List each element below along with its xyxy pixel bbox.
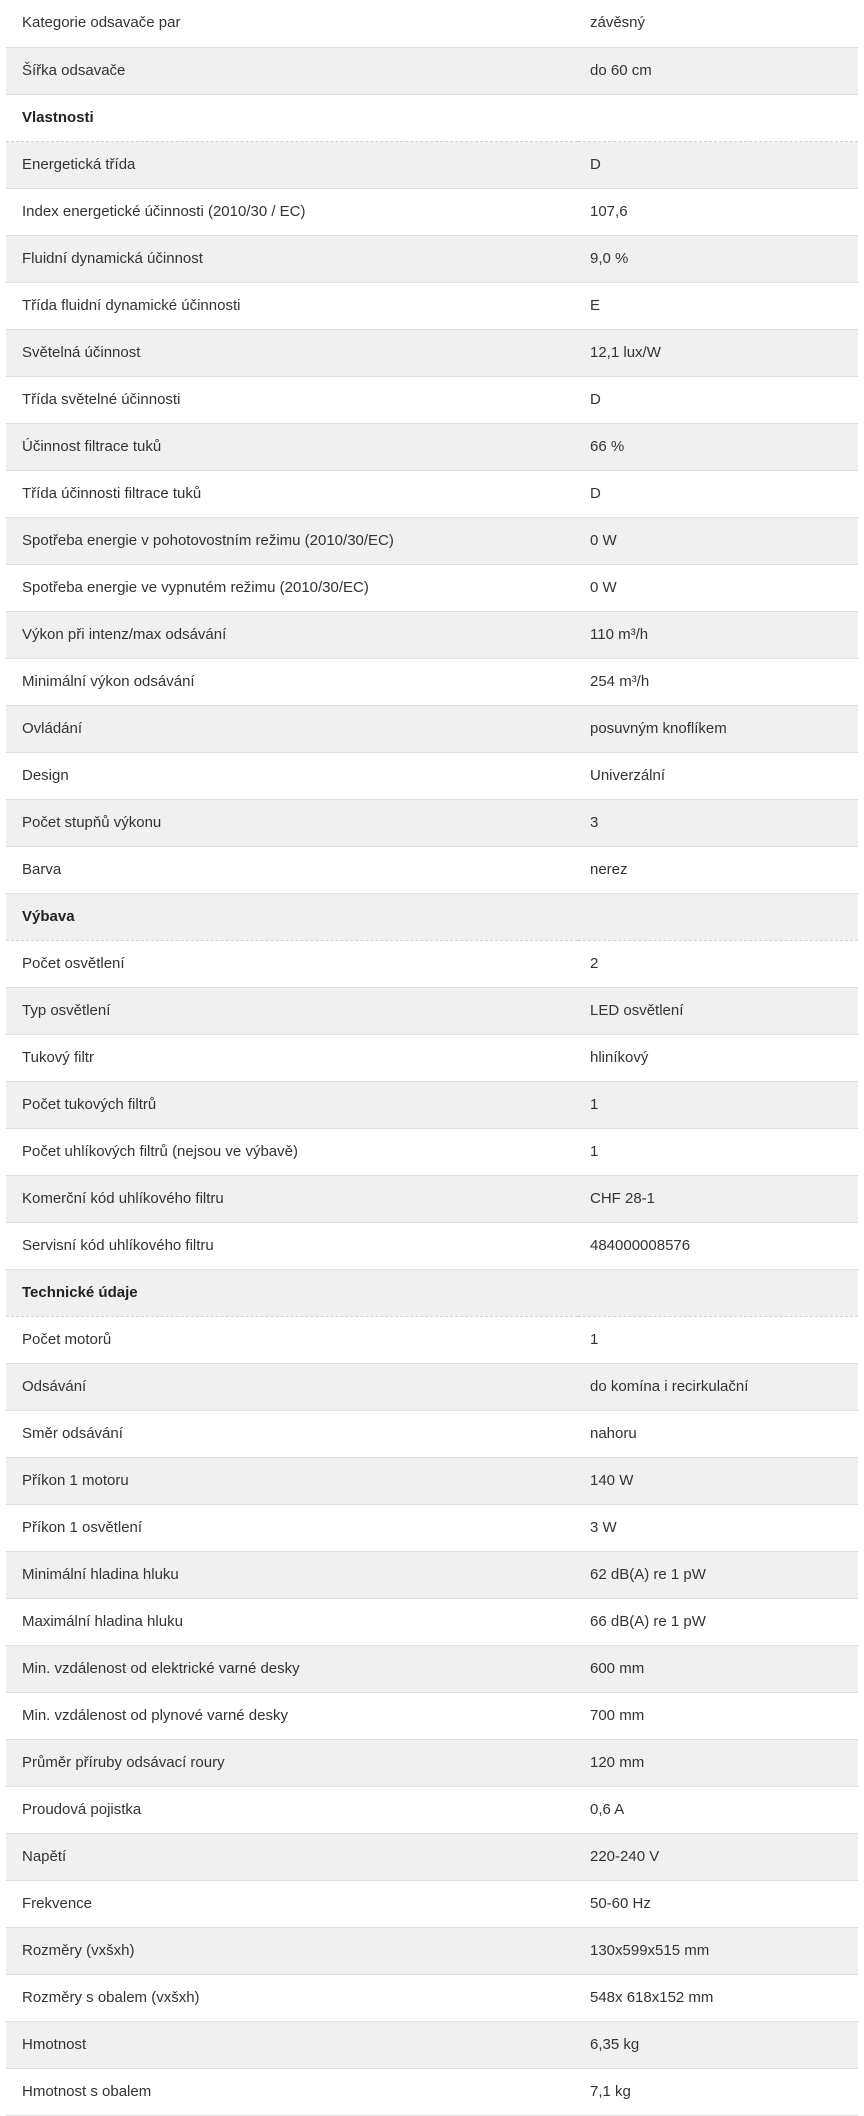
spec-label: Hmotnost s obalem <box>6 2068 578 2115</box>
spec-value: 130x599x515 mm <box>578 1927 858 1974</box>
spec-value: 1 <box>578 1128 858 1175</box>
spec-value: 254 m³/h <box>578 658 858 705</box>
spec-value: LED osvětlení <box>578 987 858 1034</box>
spec-value: E <box>578 282 858 329</box>
spec-row <box>6 47 858 94</box>
spec-label: Počet stupňů výkonu <box>6 799 578 846</box>
spec-label: Počet uhlíkových filtrů (nejsou ve výbavě) <box>6 1128 578 1175</box>
spec-row <box>6 376 858 423</box>
spec-row <box>6 1880 858 1927</box>
spec-label: Třída účinnosti filtrace tuků <box>6 470 578 517</box>
spec-value: hliníkový <box>578 1034 858 1081</box>
spec-row <box>6 235 858 282</box>
section-header-row <box>6 1269 858 1316</box>
spec-row <box>6 1692 858 1739</box>
spec-label: Třída fluidní dynamické účinnosti <box>6 282 578 329</box>
spec-value: 3 W <box>578 1504 858 1551</box>
spec-value: 6,35 kg <box>578 2021 858 2068</box>
section-title: Technické údaje <box>6 1269 578 1316</box>
spec-row <box>6 1598 858 1645</box>
spec-table-body <box>6 0 858 2115</box>
spec-label: Příkon 1 osvětlení <box>6 1504 578 1551</box>
spec-row <box>6 517 858 564</box>
spec-value: 9,0 % <box>578 235 858 282</box>
spec-row <box>6 1739 858 1786</box>
spec-row <box>6 846 858 893</box>
spec-label: Maximální hladina hluku <box>6 1598 578 1645</box>
spec-label: Servisní kód uhlíkového filtru <box>6 1222 578 1269</box>
spec-value: 3 <box>578 799 858 846</box>
section-title: Vlastnosti <box>6 94 578 141</box>
spec-row <box>6 1175 858 1222</box>
spec-row <box>6 2021 858 2068</box>
spec-row <box>6 752 858 799</box>
spec-row <box>6 1457 858 1504</box>
spec-value: 66 % <box>578 423 858 470</box>
spec-label: Směr odsávání <box>6 1410 578 1457</box>
spec-label: Třída světelné účinnosti <box>6 376 578 423</box>
spec-row <box>6 329 858 376</box>
section-empty-cell <box>578 94 858 141</box>
spec-value: 0,6 A <box>578 1786 858 1833</box>
spec-row <box>6 1974 858 2021</box>
spec-label: Napětí <box>6 1833 578 1880</box>
spec-label: Komerční kód uhlíkového filtru <box>6 1175 578 1222</box>
spec-row <box>6 282 858 329</box>
spec-value: 120 mm <box>578 1739 858 1786</box>
spec-value: nahoru <box>578 1410 858 1457</box>
spec-value: 2 <box>578 940 858 987</box>
spec-row <box>6 141 858 188</box>
spec-row <box>6 1081 858 1128</box>
spec-row <box>6 705 858 752</box>
spec-value: 0 W <box>578 517 858 564</box>
spec-value: 107,6 <box>578 188 858 235</box>
spec-value: 700 mm <box>578 1692 858 1739</box>
spec-row <box>6 658 858 705</box>
spec-value: CHF 28-1 <box>578 1175 858 1222</box>
spec-label: Rozměry s obalem (vxšxh) <box>6 1974 578 2021</box>
spec-value: 62 dB(A) re 1 pW <box>578 1551 858 1598</box>
spec-row <box>6 2068 858 2115</box>
spec-value: 12,1 lux/W <box>578 329 858 376</box>
spec-value: 0 W <box>578 564 858 611</box>
section-empty-cell <box>578 893 858 940</box>
spec-label: Index energetické účinnosti (2010/30 / EC) <box>6 188 578 235</box>
section-empty-cell <box>578 1269 858 1316</box>
spec-label: Min. vzdálenost od plynové varné desky <box>6 1692 578 1739</box>
spec-row <box>6 799 858 846</box>
spec-label: Design <box>6 752 578 799</box>
spec-label: Fluidní dynamická účinnost <box>6 235 578 282</box>
spec-label: Min. vzdálenost od elektrické varné desky <box>6 1645 578 1692</box>
spec-value: 7,1 kg <box>578 2068 858 2115</box>
spec-value: 600 mm <box>578 1645 858 1692</box>
spec-value: D <box>578 141 858 188</box>
spec-row <box>6 940 858 987</box>
spec-row <box>6 1128 858 1175</box>
section-header-row <box>6 893 858 940</box>
spec-value: 1 <box>578 1081 858 1128</box>
spec-value: 110 m³/h <box>578 611 858 658</box>
spec-label: Počet motorů <box>6 1316 578 1363</box>
spec-label: Typ osvětlení <box>6 987 578 1034</box>
spec-value: do 60 cm <box>578 47 858 94</box>
spec-label: Šířka odsavače <box>6 47 578 94</box>
section-header-row <box>6 94 858 141</box>
spec-label: Odsávání <box>6 1363 578 1410</box>
spec-label: Příkon 1 motoru <box>6 1457 578 1504</box>
spec-value: 140 W <box>578 1457 858 1504</box>
spec-row <box>6 564 858 611</box>
spec-label: Energetická třída <box>6 141 578 188</box>
spec-row <box>6 987 858 1034</box>
spec-value: 484000008576 <box>578 1222 858 1269</box>
spec-label: Počet osvětlení <box>6 940 578 987</box>
spec-value: Univerzální <box>578 752 858 799</box>
spec-row <box>6 1034 858 1081</box>
spec-label: Účinnost filtrace tuků <box>6 423 578 470</box>
spec-value: do komína i recirkulační <box>578 1363 858 1410</box>
spec-value: 548x 618x152 mm <box>578 1974 858 2021</box>
spec-label: Spotřeba energie v pohotovostním režimu (2010/30/EC) <box>6 517 578 564</box>
spec-table <box>6 0 858 2116</box>
spec-row <box>6 470 858 517</box>
spec-row <box>6 1786 858 1833</box>
spec-row <box>6 1504 858 1551</box>
spec-row <box>6 188 858 235</box>
spec-label: Ovládání <box>6 705 578 752</box>
spec-row <box>6 1645 858 1692</box>
spec-label: Světelná účinnost <box>6 329 578 376</box>
spec-label: Tukový filtr <box>6 1034 578 1081</box>
spec-label: Kategorie odsavače par <box>6 0 578 47</box>
spec-row <box>6 1410 858 1457</box>
spec-row <box>6 1833 858 1880</box>
spec-row <box>6 1222 858 1269</box>
spec-value: D <box>578 376 858 423</box>
section-title: Výbava <box>6 893 578 940</box>
spec-label: Barva <box>6 846 578 893</box>
spec-value: závěsný <box>578 0 858 47</box>
spec-label: Spotřeba energie ve vypnutém režimu (2010/30/EC) <box>6 564 578 611</box>
spec-label: Hmotnost <box>6 2021 578 2068</box>
spec-row <box>6 1363 858 1410</box>
spec-row <box>6 611 858 658</box>
spec-label: Minimální hladina hluku <box>6 1551 578 1598</box>
spec-value: 1 <box>578 1316 858 1363</box>
spec-label: Rozměry (vxšxh) <box>6 1927 578 1974</box>
spec-value: 220-240 V <box>578 1833 858 1880</box>
spec-value: 66 dB(A) re 1 pW <box>578 1598 858 1645</box>
spec-row <box>6 1316 858 1363</box>
spec-label: Průměr příruby odsávací roury <box>6 1739 578 1786</box>
spec-row <box>6 423 858 470</box>
spec-value: nerez <box>578 846 858 893</box>
spec-label: Výkon při intenz/max odsávání <box>6 611 578 658</box>
spec-value: 50-60 Hz <box>578 1880 858 1927</box>
spec-label: Proudová pojistka <box>6 1786 578 1833</box>
spec-row <box>6 0 858 47</box>
spec-value: posuvným knoflíkem <box>578 705 858 752</box>
spec-label: Minimální výkon odsávání <box>6 658 578 705</box>
spec-row <box>6 1551 858 1598</box>
spec-label: Počet tukových filtrů <box>6 1081 578 1128</box>
spec-label: Frekvence <box>6 1880 578 1927</box>
spec-value: D <box>578 470 858 517</box>
spec-row <box>6 1927 858 1974</box>
